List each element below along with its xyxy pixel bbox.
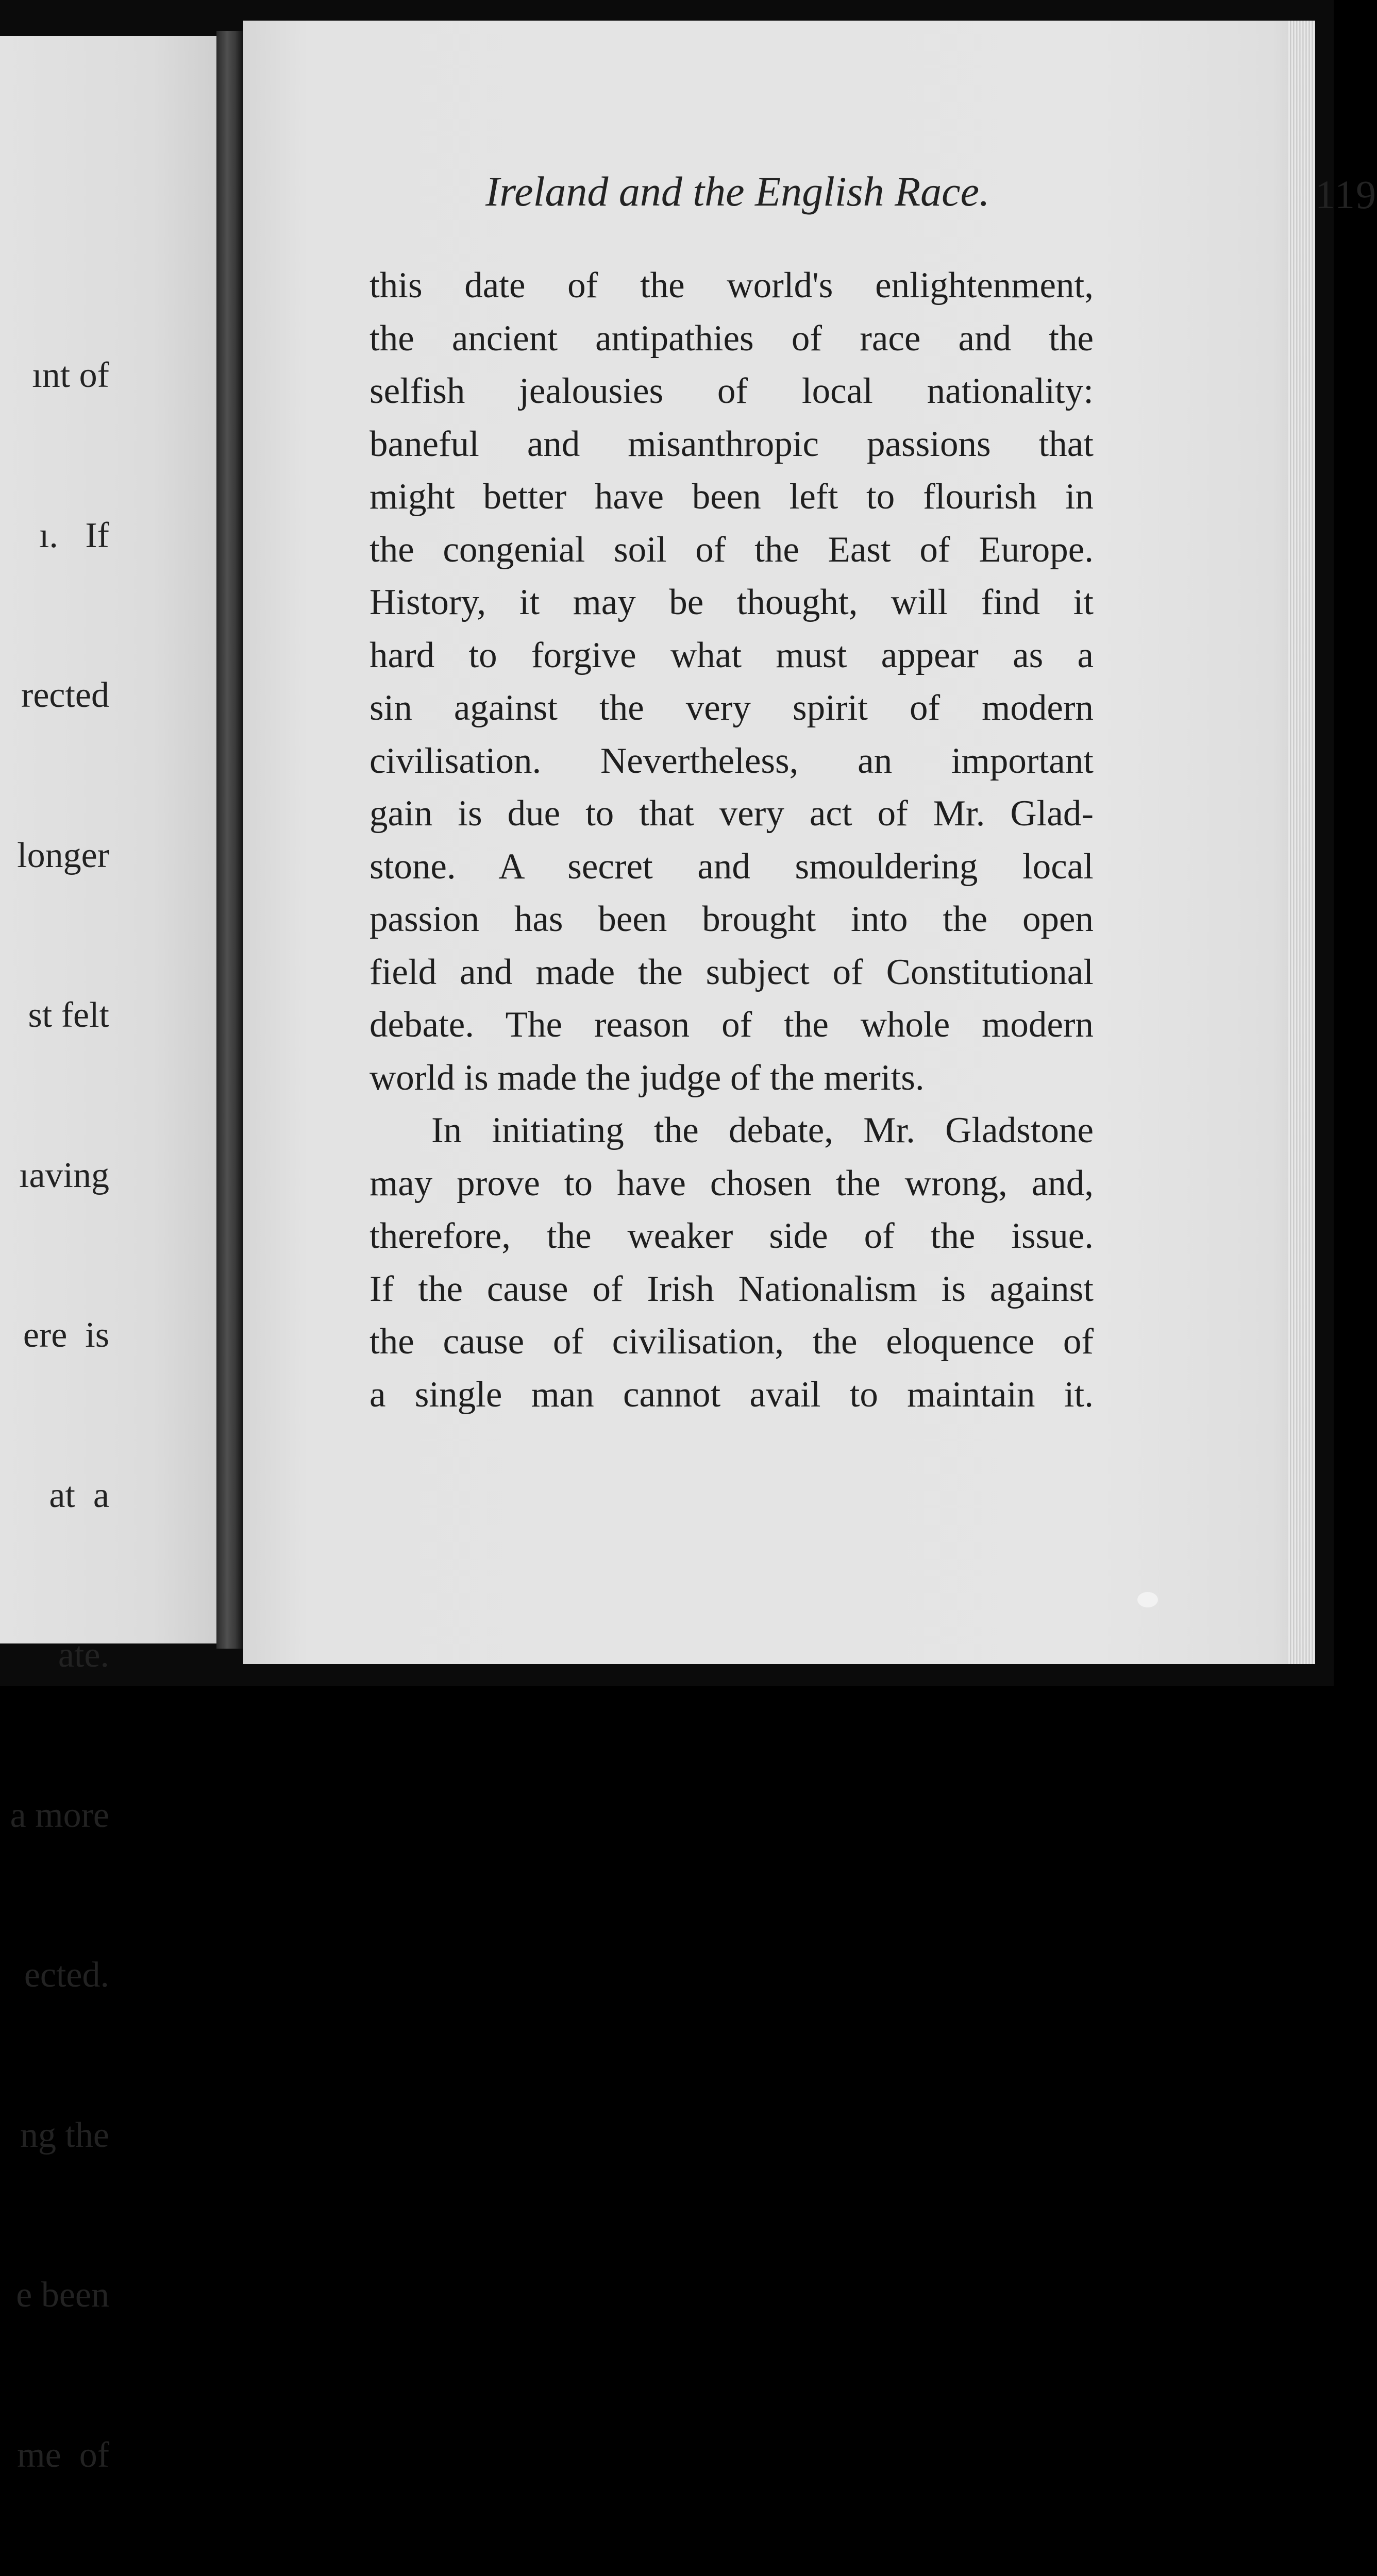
text-line: gain is due to that very act of Mr. Glad-: [370, 793, 1094, 834]
left-line: a more: [10, 1795, 109, 1835]
text-line: world is made the judge of the merits.: [370, 1057, 925, 1098]
text-line: History, it may be thought, will find it: [370, 582, 1094, 622]
text-line: field and made the subject of Constitutional: [370, 952, 1094, 992]
text-line: might better have been left to flourish in: [370, 477, 1094, 517]
scan-speck: [1137, 1592, 1158, 1607]
left-line: longer: [17, 835, 109, 875]
right-page: [243, 21, 1377, 1664]
text-line: this date of the world's enlightenment,: [370, 265, 1094, 306]
left-line: st felt: [28, 995, 109, 1035]
text-line: baneful and misanthropic passions that: [370, 423, 1094, 464]
text-line: the congenial soil of the East of Europe.: [370, 529, 1094, 570]
text-line: sin against the very spirit of modern: [370, 688, 1094, 728]
text-line: debate. The reason of the whole modern: [370, 1005, 1094, 1045]
left-line: ıaving: [19, 1155, 109, 1195]
text-line: passion has been brought into the open: [370, 899, 1094, 939]
left-line: rected: [21, 675, 109, 715]
left-line: me of: [17, 2435, 109, 2475]
text-line: hard to forgive what must appear as a: [370, 635, 1094, 675]
page-edges: [1288, 21, 1315, 1664]
left-line: at a: [49, 1475, 109, 1515]
text-line: therefore, the weaker side of the issue.: [370, 1216, 1094, 1256]
text-line: civilisation. Nevertheless, an important: [370, 740, 1094, 781]
left-page-text: [0, 242, 109, 2576]
left-line: ı. If: [39, 515, 109, 555]
text-line: stone. A secret and smouldering local: [370, 846, 1094, 887]
book-gutter: [216, 31, 243, 1649]
text-line: may prove to have chosen the wrong, and,: [370, 1163, 1094, 1204]
page-number: 119: [1315, 172, 1377, 217]
left-line: ng the: [20, 2115, 109, 2155]
text-line: selfish jealousies of local nationality:: [370, 371, 1094, 411]
text-line: a single man cannot avail to maintain it.: [370, 1374, 1094, 1415]
text-line: the ancient antipathies of race and the: [370, 318, 1094, 359]
left-line: ected.: [24, 1955, 109, 1995]
text-line: If the cause of Irish Nationalism is against: [370, 1268, 1094, 1309]
left-line: ınt of: [32, 355, 109, 395]
text-line: the cause of civilisation, the eloquence of: [370, 1321, 1094, 1362]
left-line: e been: [16, 2275, 109, 2315]
text-line: In initiating the debate, Mr. Gladstone: [431, 1110, 1094, 1150]
running-head-title: Ireland and the English Race.: [485, 168, 990, 215]
body-text: [370, 259, 1094, 1421]
left-line: ate.: [58, 1635, 109, 1675]
left-line: ere is: [23, 1315, 109, 1355]
left-page-fragment: [0, 36, 216, 2475]
